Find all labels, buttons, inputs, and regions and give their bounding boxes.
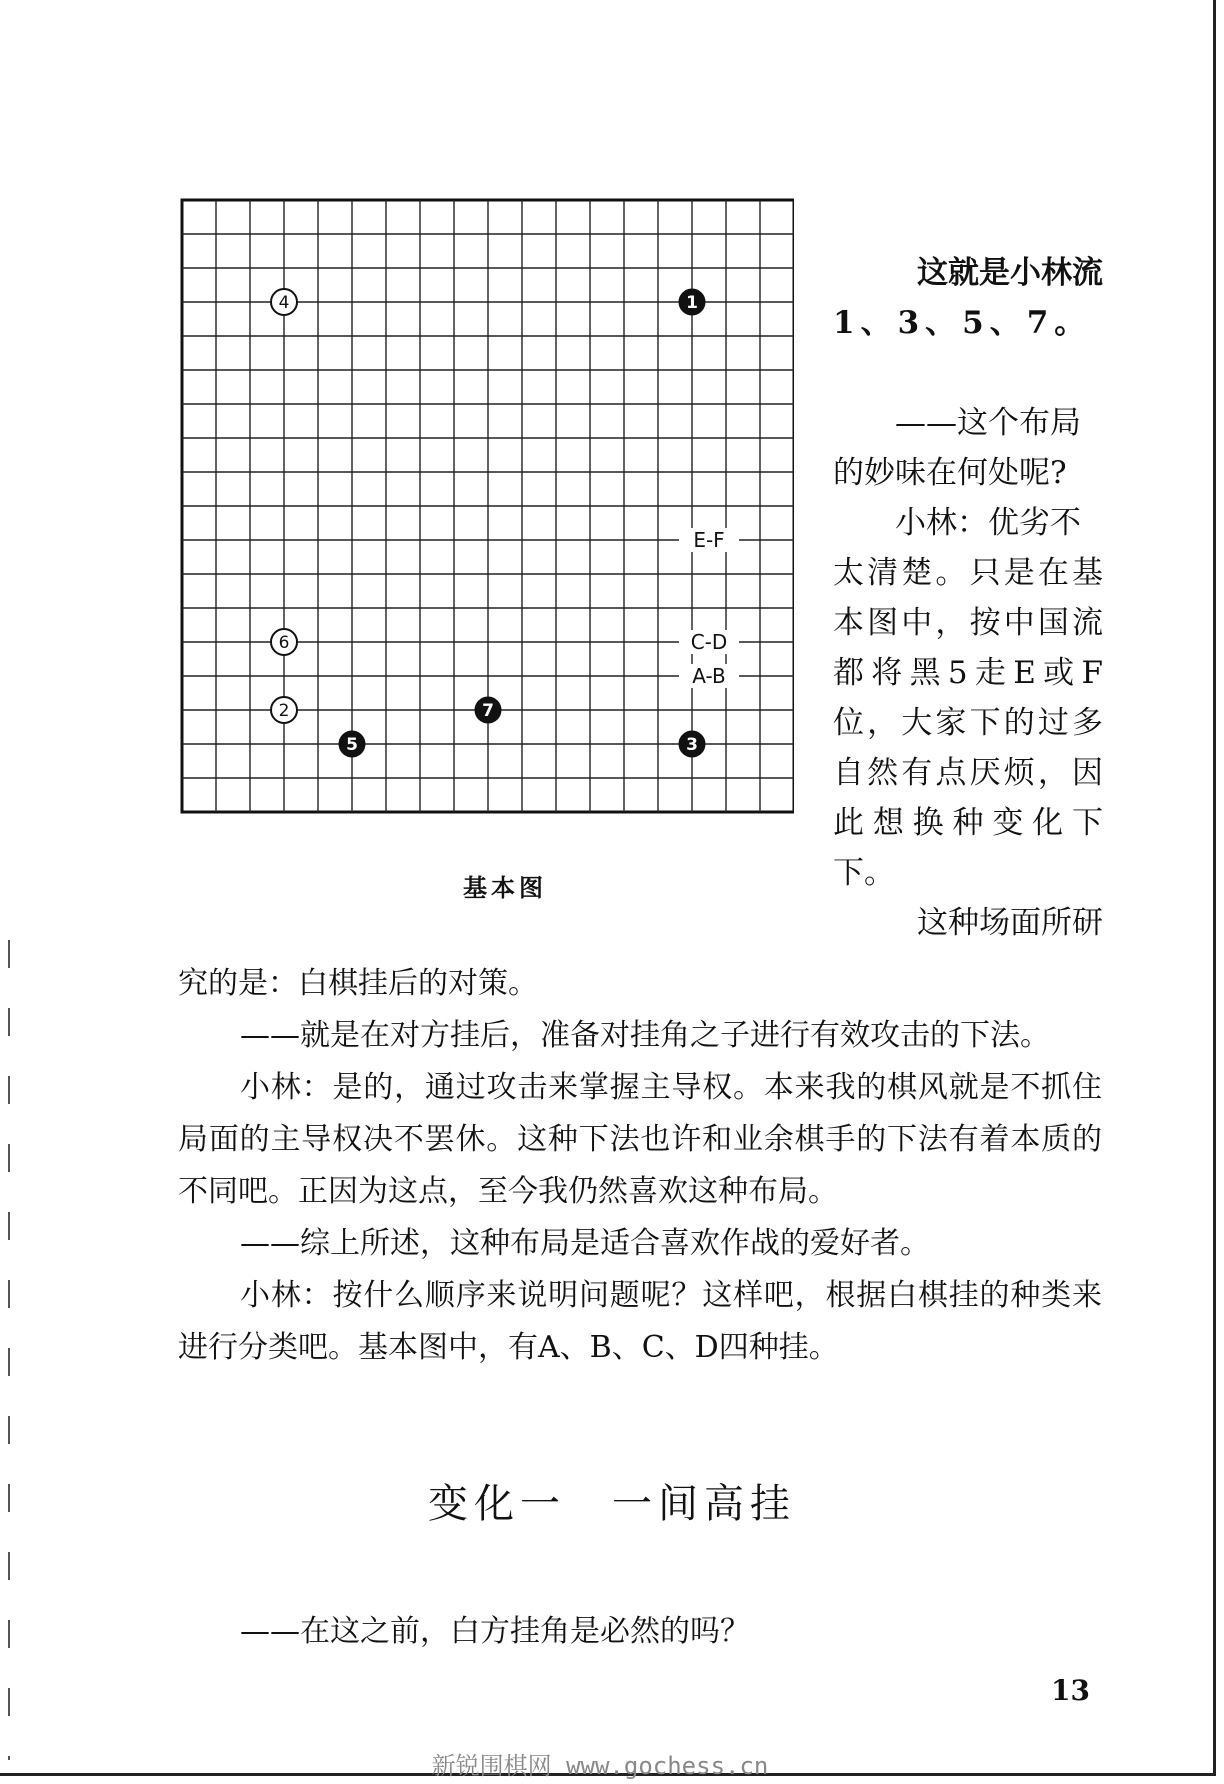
black-stone [339, 731, 365, 757]
point-label: A-B [692, 664, 726, 688]
white-stone [271, 289, 297, 315]
side-column-text [833, 248, 1103, 948]
white-stone [271, 697, 297, 723]
black-stone [679, 289, 705, 315]
side-line: ——这个布局 [895, 405, 1081, 441]
section-heading: 变化一 一间高挂 [428, 1481, 796, 1527]
side-line: 本图中，按中国流 [833, 605, 1103, 641]
side-line: 这就是小林流 [917, 255, 1103, 291]
go-board-diagram [178, 196, 794, 814]
scan-edge-marks [0, 900, 24, 1760]
side-line: 下。 [833, 855, 895, 891]
side-line: 此想换种变化下 [833, 805, 1103, 841]
side-line: 太清楚。只是在基 [833, 555, 1103, 591]
side-line: 位，大家下的过多 [833, 705, 1103, 741]
diagram-caption: 基本图 [463, 873, 547, 902]
side-line: 都将黑5走E或F [833, 655, 1103, 691]
stone-number: 5 [346, 735, 358, 755]
stone-number: 6 [278, 633, 290, 653]
black-stone [679, 731, 705, 757]
stone-number: 3 [686, 735, 698, 755]
stone-number: 7 [482, 701, 494, 721]
paragraph: ——就是在对方挂后，准备对挂角之子进行有效攻击的下法。 [240, 1018, 1050, 1053]
paragraph: 究的是：白棋挂后的对策。 [178, 966, 538, 1001]
go-board [178, 196, 794, 814]
body-text [178, 958, 1102, 1374]
side-line: 这种场面所研 [917, 905, 1103, 941]
stone-number: 1 [686, 293, 698, 313]
paragraph: 小林：是的，通过攻击来掌握主导权。本来我的棋风就是不抓住局面的主导权决不罢休。这种下法也许和业余棋手的下法有着本质的不同吧。正因为这点，至今我仍然喜欢这种布局。 [178, 1070, 1102, 1209]
point-label: C-D [690, 630, 728, 654]
stone-number: 2 [278, 701, 290, 721]
page-number: 13 [1051, 1674, 1090, 1707]
watermark: 新锐围棋网 www.gochess.cn [431, 1752, 769, 1780]
side-line: 1、3、5、7。 [833, 305, 1092, 341]
stone-number: 4 [278, 293, 290, 313]
paragraph: ——综上所述，这种布局是适合喜欢作战的爱好者。 [240, 1226, 930, 1261]
section-question: ——在这之前，白方挂角是必然的吗？ [240, 1614, 750, 1649]
side-line: 自然有点厌烦，因 [833, 755, 1103, 791]
side-line: 的妙味在何处呢? [833, 455, 1067, 491]
paragraph: 小林：按什么顺序来说明问题呢？这样吧，根据白棋挂的种类来进行分类吧。基本图中，有A、B、C、D四种挂。 [178, 1278, 1102, 1365]
side-line: 小林：优劣不 [895, 505, 1081, 541]
white-stone [271, 629, 297, 655]
black-stone [475, 697, 501, 723]
point-label: E-F [693, 528, 725, 552]
